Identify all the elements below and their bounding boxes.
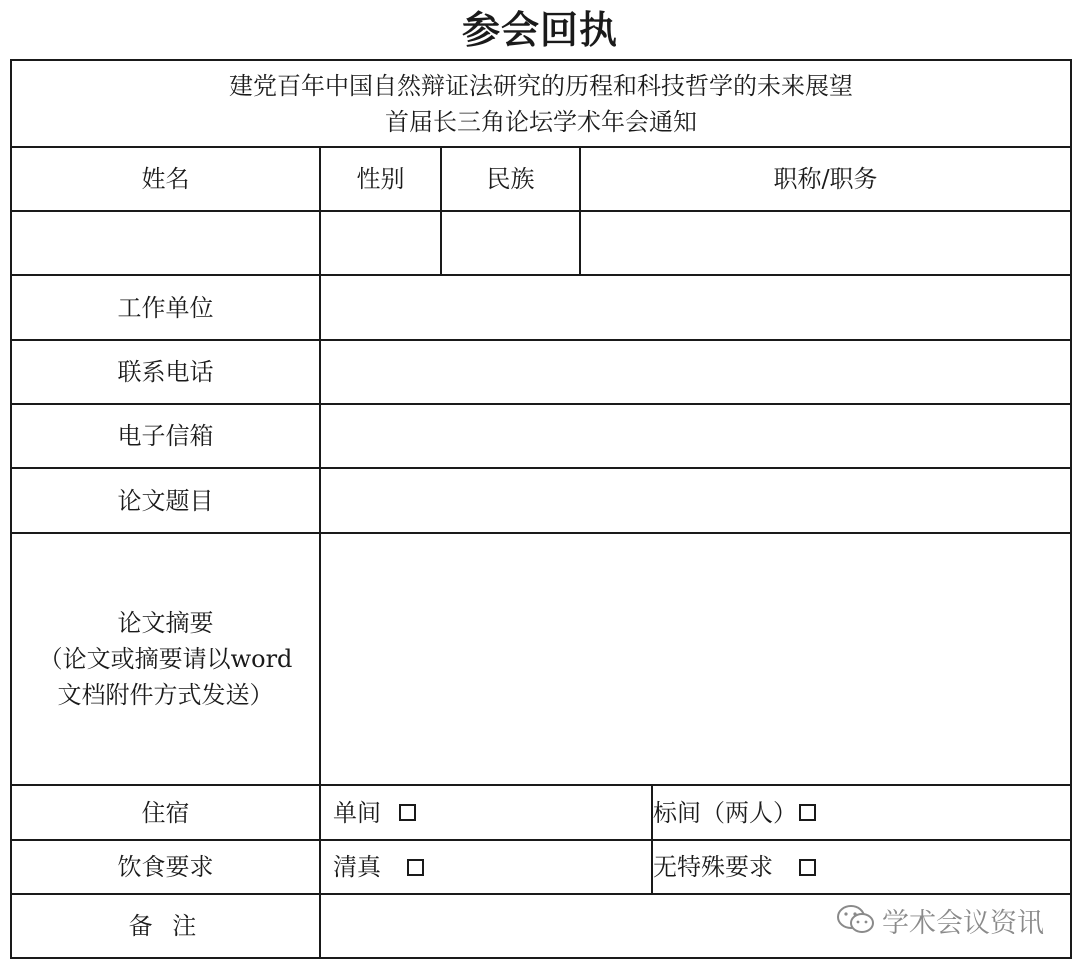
name-input[interactable] xyxy=(12,212,319,274)
no-special-checkbox[interactable] xyxy=(799,859,816,876)
abstract-label-line2: （论文或摘要请以word xyxy=(38,645,293,673)
conference-name xyxy=(12,61,1070,146)
no-special-label: 无特殊要求 xyxy=(653,853,773,881)
abstract-label-line3: 文档附件方式发送） xyxy=(57,681,274,709)
abstract-label-line1: 论文摘要 xyxy=(117,609,214,637)
paper-title-input[interactable] xyxy=(321,469,1070,532)
watermark xyxy=(836,898,1044,942)
ethnicity-input[interactable] xyxy=(442,212,579,274)
single-room-label: 单间 xyxy=(333,798,381,827)
table-border-right xyxy=(1070,59,1072,959)
conference-title-line2: 首届长三角论坛学术年会通知 xyxy=(385,107,697,136)
work-unit-input[interactable] xyxy=(321,276,1070,339)
abstract-label xyxy=(12,534,319,784)
single-room-checkbox[interactable] xyxy=(399,804,416,821)
twin-room-label: 标间（两人） xyxy=(653,798,797,827)
col-header-title: 职称/职务 xyxy=(773,165,878,193)
conference-title-line1: 建党百年中国自然辩证法研究的历程和科技哲学的未来展望 xyxy=(229,71,853,100)
halal-option[interactable] xyxy=(321,841,651,893)
lodging-label: 住宿 xyxy=(141,798,190,827)
wechat-icon xyxy=(836,903,876,937)
gender-input[interactable] xyxy=(321,212,440,274)
col-header-ethnicity: 民族 xyxy=(486,165,535,193)
halal-checkbox[interactable] xyxy=(407,859,424,876)
work-unit-label: 工作单位 xyxy=(117,293,214,322)
col-header-name: 姓名 xyxy=(141,165,190,193)
paper-title-label: 论文题目 xyxy=(117,486,214,515)
no-special-option[interactable] xyxy=(653,841,1070,893)
page-title: 参会回执 xyxy=(461,7,618,52)
remarks-label: 备 注 xyxy=(128,912,203,940)
col-header-gender: 性别 xyxy=(356,165,405,193)
title-input[interactable] xyxy=(581,212,1070,274)
diet-label: 饮食要求 xyxy=(117,853,214,881)
twin-room-option[interactable] xyxy=(653,786,1070,839)
phone-input[interactable] xyxy=(321,341,1070,403)
abstract-input[interactable] xyxy=(321,534,1070,784)
halal-label: 清真 xyxy=(333,853,381,881)
email-label: 电子信箱 xyxy=(117,422,214,450)
watermark-text: 学术会议资讯 xyxy=(882,907,1044,939)
phone-label: 联系电话 xyxy=(117,358,214,386)
table-border-bottom xyxy=(10,957,1072,959)
email-input[interactable] xyxy=(321,405,1070,467)
single-room-option[interactable] xyxy=(321,786,651,839)
twin-room-checkbox[interactable] xyxy=(799,804,816,821)
